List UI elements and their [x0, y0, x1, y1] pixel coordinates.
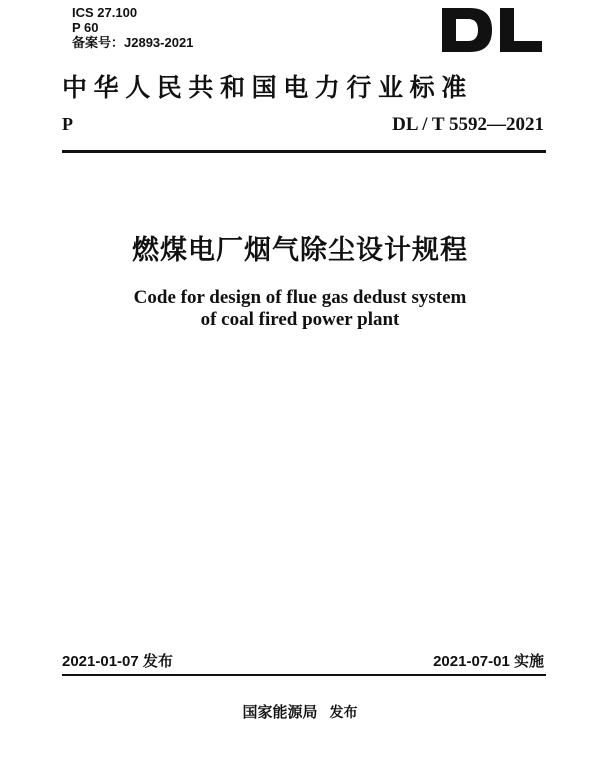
publisher-line	[0, 701, 600, 722]
record-number: 备案号：J2893-2021	[72, 35, 194, 50]
title-english-line2: of coal fired power plant	[200, 309, 400, 330]
title-chinese: 燃煤电厂烟气除尘设计规程	[132, 235, 468, 266]
standard-number: DL / T 5592—2021	[392, 114, 544, 135]
class-letter: P	[62, 114, 73, 134]
dl-logo	[440, 6, 544, 54]
footer-divider	[62, 674, 546, 676]
header-divider	[62, 150, 546, 153]
issue-date: 2021-01-07 发布	[62, 653, 173, 670]
classification-code: P 60	[72, 20, 99, 35]
ics-code: ICS 27.100	[72, 5, 138, 20]
implementation-date: 2021-07-01 实施	[433, 653, 544, 670]
industry-standard-title: 中华人民共和国电力行业标准	[62, 73, 473, 102]
title-english-line1: Code for design of flue gas dedust system	[133, 287, 467, 308]
publisher-name: 国家能源局	[242, 704, 318, 721]
publisher-verb: 发布	[329, 704, 358, 720]
